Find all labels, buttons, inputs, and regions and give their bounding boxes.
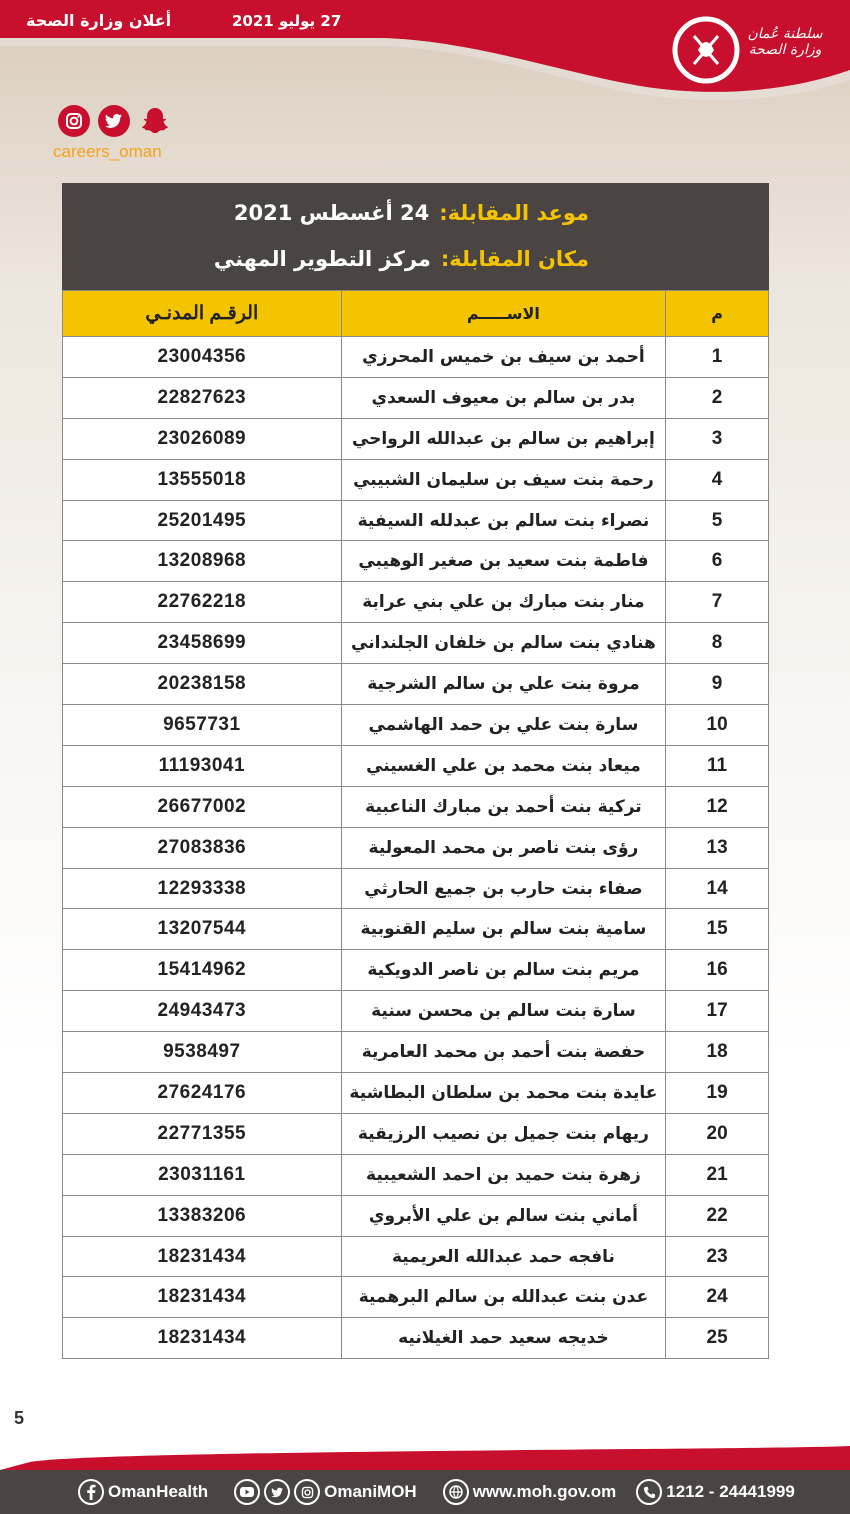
- candidate-name: نافجه حمد عبدالله العريمية: [341, 1236, 666, 1277]
- civil-id: 22762218: [63, 582, 342, 623]
- candidate-name: رؤى بنت ناصر بن محمد المعولية: [341, 827, 666, 868]
- civil-id: 22827623: [63, 377, 342, 418]
- civil-id: 23026089: [63, 418, 342, 459]
- interview-place-label: مكان المقابلة:: [440, 247, 589, 271]
- candidate-name: عدن بنت عبدالله بن سالم البرهمية: [341, 1277, 666, 1318]
- row-number: 3: [666, 418, 769, 459]
- logo-line-2: وزارة الصحة: [748, 42, 822, 58]
- table-row: [63, 377, 769, 418]
- candidate-name: إبراهيم بن سالم بن عبدالله الرواحي: [341, 418, 666, 459]
- candidate-name: تركية بنت أحمد بن مبارك الناعبية: [341, 786, 666, 827]
- candidate-name: ريهام بنت جميل بن نصيب الرزيقية: [341, 1113, 666, 1154]
- interview-place-value: مركز التطوير المهني: [213, 247, 431, 271]
- civil-id: 13208968: [63, 541, 342, 582]
- civil-id: 23458699: [63, 623, 342, 664]
- row-number: 1: [666, 337, 769, 378]
- table-row: [63, 909, 769, 950]
- civil-id: 18231434: [63, 1236, 342, 1277]
- civil-id: 9538497: [63, 1032, 342, 1073]
- row-number: 21: [666, 1154, 769, 1195]
- candidate-name: منار بنت مبارك بن علي بني عرابة: [341, 582, 666, 623]
- civil-id: 25201495: [63, 500, 342, 541]
- interview-info-panel: [62, 183, 769, 290]
- table-row: [63, 786, 769, 827]
- table-row: [63, 418, 769, 459]
- announcement-date: 27 يوليو 2021: [232, 12, 342, 30]
- globe-icon: [443, 1479, 469, 1505]
- row-number: 6: [666, 541, 769, 582]
- table-row: [63, 459, 769, 500]
- row-number: 10: [666, 705, 769, 746]
- table-row: [63, 868, 769, 909]
- table-row: [63, 1032, 769, 1073]
- candidate-name: نصراء بنت سالم بن عبدلله السيفية: [341, 500, 666, 541]
- civil-id: 23004356: [63, 337, 342, 378]
- table-row: [63, 745, 769, 786]
- civil-id: 26677002: [63, 786, 342, 827]
- civil-id: 13207544: [63, 909, 342, 950]
- candidate-name: سارة بنت علي بن حمد الهاشمي: [341, 705, 666, 746]
- social-handle-footer: OmaniMOH: [324, 1482, 417, 1501]
- row-number: 8: [666, 623, 769, 664]
- footer-website[interactable]: [443, 1479, 617, 1505]
- announcement-title: أعلان وزارة الصحة: [26, 11, 172, 30]
- facebook-icon: [78, 1479, 104, 1505]
- candidates-table: [62, 290, 769, 1359]
- row-number: 18: [666, 1032, 769, 1073]
- instagram-icon: [294, 1479, 320, 1505]
- social-icons: [58, 104, 172, 138]
- candidate-name: مريم بنت سالم بن ناصر الدويكية: [341, 950, 666, 991]
- snapchat-icon[interactable]: [138, 104, 172, 138]
- civil-id: 13555018: [63, 459, 342, 500]
- facebook-handle: OmanHealth: [108, 1482, 209, 1501]
- footer-facebook[interactable]: [78, 1479, 208, 1505]
- table-row: [63, 1318, 769, 1359]
- candidate-name: حفصة بنت أحمد بن محمد العامرية: [341, 1032, 666, 1073]
- candidate-name: ميعاد بنت محمد بن علي الغسيني: [341, 745, 666, 786]
- table-row: [63, 1236, 769, 1277]
- row-number: 22: [666, 1195, 769, 1236]
- column-header-civil-id: الرقـم المدنـي: [63, 291, 342, 337]
- civil-id: 11193041: [63, 745, 342, 786]
- civil-id: 18231434: [63, 1277, 342, 1318]
- table-row: [63, 1277, 769, 1318]
- logo-line-1: سلطنة عُمان: [747, 26, 823, 42]
- civil-id: 23031161: [63, 1154, 342, 1195]
- row-number: 16: [666, 950, 769, 991]
- candidate-name: بدر بن سالم بن معيوف السعدي: [341, 377, 666, 418]
- civil-id: 13383206: [63, 1195, 342, 1236]
- website-url: www.moh.gov.om: [472, 1482, 617, 1501]
- instagram-icon[interactable]: [58, 105, 90, 137]
- candidate-name: رحمة بنت سيف بن سليمان الشبيبي: [341, 459, 666, 500]
- row-number: 17: [666, 991, 769, 1032]
- table-row: [63, 1195, 769, 1236]
- table-row: [63, 582, 769, 623]
- civil-id: 12293338: [63, 868, 342, 909]
- table-row: [63, 950, 769, 991]
- table-row: [63, 1113, 769, 1154]
- interview-table-card: [62, 183, 769, 1359]
- twitter-icon[interactable]: [98, 105, 130, 137]
- table-header-row: [63, 291, 769, 337]
- twitter-icon: [264, 1479, 290, 1505]
- row-number: 13: [666, 827, 769, 868]
- civil-id: 18231434: [63, 1318, 342, 1359]
- row-number: 20: [666, 1113, 769, 1154]
- row-number: 15: [666, 909, 769, 950]
- table-row: [63, 827, 769, 868]
- column-header-name: الاســـــم: [341, 291, 666, 337]
- table-row: [63, 541, 769, 582]
- column-header-number: م: [666, 291, 769, 337]
- interview-date-value: 24 أغسطس 2021: [233, 201, 430, 225]
- row-number: 24: [666, 1277, 769, 1318]
- civil-id: 27624176: [63, 1073, 342, 1114]
- civil-id: 27083836: [63, 827, 342, 868]
- candidate-name: فاطمة بنت سعيد بن صغير الوهيبي: [341, 541, 666, 582]
- row-number: 12: [666, 786, 769, 827]
- ministry-logo-text: [735, 26, 835, 58]
- phone-number: 1212 - 24441999: [666, 1482, 795, 1501]
- footer-contact-bar: [0, 1470, 850, 1514]
- table-row: [63, 1154, 769, 1195]
- phone-icon: [636, 1479, 662, 1505]
- candidate-name: سارة بنت سالم بن محسن سنية: [341, 991, 666, 1032]
- table-row: [63, 337, 769, 378]
- candidate-name: صفاء بنت حارب بن جميع الحارثي: [341, 868, 666, 909]
- civil-id: 20238158: [63, 664, 342, 705]
- row-number: 7: [666, 582, 769, 623]
- table-row: [63, 500, 769, 541]
- interview-date-label: موعد المقابلة:: [439, 201, 589, 225]
- table-row: [63, 664, 769, 705]
- civil-id: 15414962: [63, 950, 342, 991]
- row-number: 4: [666, 459, 769, 500]
- candidate-name: أحمد بن سيف بن خميس المحرزي: [341, 337, 666, 378]
- table-body: [63, 337, 769, 1359]
- youtube-icon: [234, 1479, 260, 1505]
- social-handle[interactable]: careers_oman: [53, 142, 162, 161]
- row-number: 9: [666, 664, 769, 705]
- footer-social[interactable]: [234, 1479, 417, 1505]
- civil-id: 24943473: [63, 991, 342, 1032]
- row-number: 5: [666, 500, 769, 541]
- candidate-name: هنادي بنت سالم بن خلفان الجلنداني: [341, 623, 666, 664]
- candidate-name: زهرة بنت حميد بن احمد الشعيبية: [341, 1154, 666, 1195]
- candidate-name: سامية بنت سالم بن سليم القنوبية: [341, 909, 666, 950]
- row-number: 2: [666, 377, 769, 418]
- row-number: 19: [666, 1073, 769, 1114]
- candidate-name: مروة بنت علي بن سالم الشرجية: [341, 664, 666, 705]
- candidate-name: أماني بنت سالم بن علي الأبروي: [341, 1195, 666, 1236]
- candidate-name: عايدة بنت محمد بن سلطان البطاشية: [341, 1073, 666, 1114]
- row-number: 23: [666, 1236, 769, 1277]
- civil-id: 22771355: [63, 1113, 342, 1154]
- table-row: [63, 705, 769, 746]
- row-number: 14: [666, 868, 769, 909]
- interview-date-row: [234, 201, 589, 225]
- table-row: [63, 991, 769, 1032]
- civil-id: 9657731: [63, 705, 342, 746]
- row-number: 25: [666, 1318, 769, 1359]
- row-number: 11: [666, 745, 769, 786]
- page-number: 5: [14, 1408, 25, 1428]
- footer-phone[interactable]: [636, 1479, 795, 1505]
- table-row: [63, 1073, 769, 1114]
- candidate-name: خديجه سعيد حمد الغيلانيه: [341, 1318, 666, 1359]
- interview-place-row: [214, 247, 589, 271]
- table-row: [63, 623, 769, 664]
